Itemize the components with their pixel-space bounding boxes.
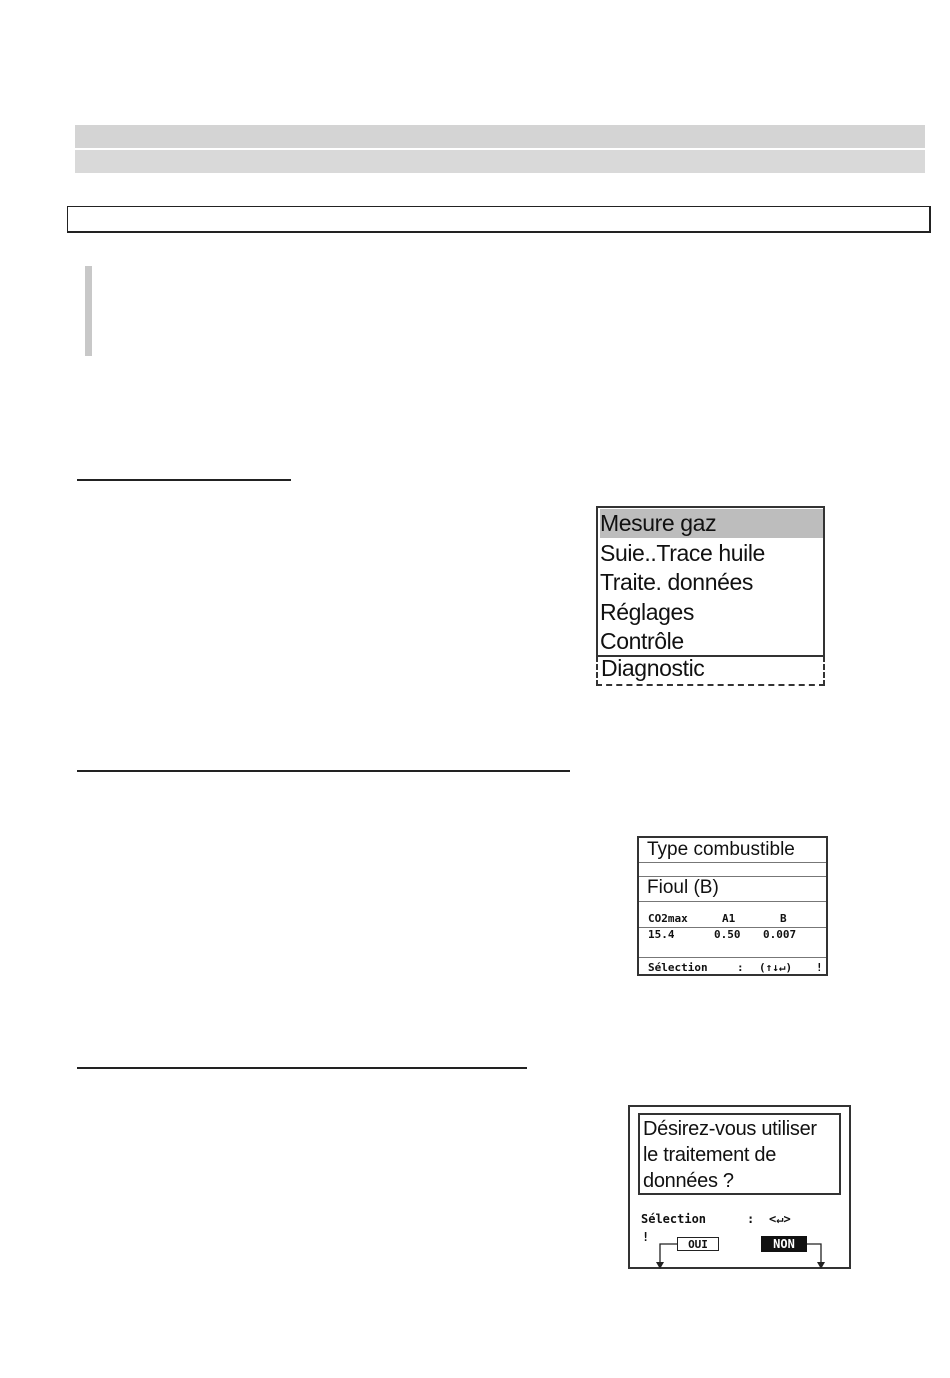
value-co2max: 15.4: [648, 928, 675, 941]
note-rule: [85, 266, 92, 356]
divider: [639, 957, 826, 958]
footer-sep: :: [737, 961, 744, 974]
option-oui-button[interactable]: OUI: [677, 1237, 719, 1251]
section-heading-underline-1: [77, 479, 291, 481]
header-co2max: CO2max: [648, 912, 688, 925]
selection-label: Sélection: [641, 1212, 707, 1226]
question-line-3: données ?: [643, 1170, 734, 1192]
question-line-1: Désirez-vous utiliser: [643, 1118, 817, 1140]
divider: [639, 901, 826, 902]
footer-keys: (↑↓↵): [759, 961, 793, 974]
value-a1: 0.50: [714, 928, 741, 941]
menu-item-mesure-gaz[interactable]: Mesure gaz: [600, 509, 823, 538]
header-bar-bottom: [75, 150, 925, 173]
menu-item-reglages[interactable]: Réglages: [600, 599, 694, 625]
chapter-heading-box: [67, 206, 931, 233]
menu-item-traite-donnees[interactable]: Traite. données: [600, 569, 753, 595]
option-non-button[interactable]: NON: [761, 1236, 807, 1252]
menu-item-diagnostic[interactable]: Diagnostic: [601, 655, 705, 681]
data-processing-screen: [628, 1105, 851, 1269]
value-b: 0.007: [763, 928, 797, 941]
fuel-type-screen: [637, 836, 828, 976]
selection-sep: :: [747, 1212, 755, 1226]
menu-item-controle[interactable]: Contrôle: [600, 628, 684, 654]
header-bar-top: [75, 125, 925, 148]
footer-end-mark: !: [816, 961, 823, 974]
section-heading-underline-3: [77, 1067, 527, 1069]
question-line-2: le traitement de: [643, 1144, 777, 1166]
header-a1: A1: [722, 912, 736, 925]
main-menu-screen: [596, 506, 825, 657]
header-b: B: [780, 912, 787, 925]
left-mark: !: [642, 1230, 650, 1244]
arrow-non-icon: [806, 1242, 828, 1270]
selection-key: <↵>: [769, 1212, 791, 1226]
fuel-screen-title: Type combustible: [647, 839, 795, 860]
divider: [639, 862, 826, 863]
fuel-name[interactable]: Fioul (B): [647, 877, 719, 898]
question-box: [638, 1113, 841, 1195]
footer-selection-label: Sélection: [648, 961, 708, 974]
section-heading-underline-2: [77, 770, 570, 772]
menu-scroll-area: [596, 656, 825, 686]
menu-item-suie-trace-huile[interactable]: Suie..Trace huile: [600, 540, 765, 566]
